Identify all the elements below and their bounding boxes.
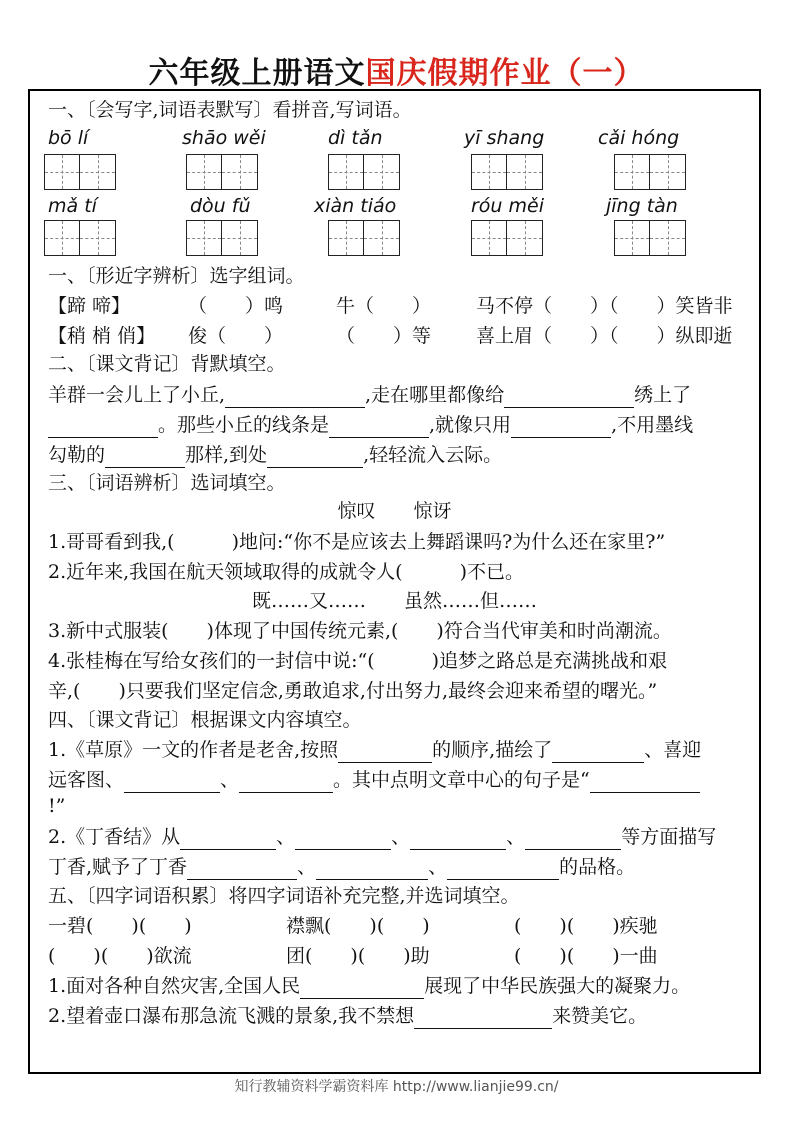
pinyin-roumei: róu měi xyxy=(471,195,544,217)
question-5-1a: 1.《草原》一文的作者是老舍,按照 的顺序,描绘了 、喜迎 xyxy=(48,739,702,761)
question-6-2: 2.望着壶口瀑布那急流飞溅的景象,我不禁想 来赞美它。 xyxy=(48,1005,648,1027)
blank[interactable] xyxy=(590,772,700,793)
question-5-2b: 丁香,赋予了丁香 、 、 的品格。 xyxy=(48,856,636,878)
idiom-yiqu[interactable]: ( )( )一曲 xyxy=(514,945,658,967)
idiom-yuliu[interactable]: ( )( )欲流 xyxy=(48,945,192,967)
blank[interactable] xyxy=(414,1008,552,1029)
word-choices-1: 惊叹 惊讶 xyxy=(337,500,452,522)
worksheet-frame xyxy=(28,89,761,1074)
fill-jun[interactable]: 俊（ ） xyxy=(188,325,284,347)
blank[interactable] xyxy=(410,829,506,850)
blank[interactable] xyxy=(525,829,621,850)
blank[interactable] xyxy=(511,417,611,438)
blank[interactable] xyxy=(180,829,276,850)
section-2-heading: 一、〔形近字辨析〕选字组词。 xyxy=(48,265,305,287)
blank[interactable] xyxy=(225,387,365,408)
section-3-heading: 二、〔课文背记〕背默填空。 xyxy=(48,353,286,375)
blank[interactable] xyxy=(124,772,220,793)
writing-box-boli[interactable] xyxy=(44,154,116,190)
writing-box-yishang[interactable] xyxy=(471,154,543,190)
pinyin-yishang: yī shang xyxy=(464,127,545,149)
question-6-1: 1.面对各种自然灾害,全国人民 展现了中华民族强大的凝聚力。 xyxy=(48,975,691,997)
footer-watermark: 知行教辅资料学霸资料库 http://www.lianjie99.cn/ xyxy=(234,1079,559,1095)
word-choices-2: 既……又…… 虽然……但…… xyxy=(251,590,537,612)
question-4-3: 3.新中式服装( )体现了中国传统元素,( )符合当代审美和时尚潮流。 xyxy=(48,620,672,642)
fill-mabuting[interactable]: 马不停（ ）（ ）笑皆非 xyxy=(476,295,733,317)
blank[interactable] xyxy=(338,742,432,763)
blank[interactable] xyxy=(552,742,644,763)
question-5-2a: 2.《丁香结》从 、 、 、 等方面描写 xyxy=(48,826,717,848)
section-1-heading: 一、〔会写字,词语表默写〕看拼音,写词语。 xyxy=(48,99,412,121)
char-group-shao: 【稍 梢 俏】 xyxy=(48,325,156,347)
blank[interactable] xyxy=(48,417,158,438)
idiom-jichi[interactable]: ( )( )疾驰 xyxy=(514,915,658,937)
section-4-heading: 三、〔词语辨析〕选词填空。 xyxy=(48,472,286,494)
pinyin-jingtan: jīng tàn xyxy=(606,195,678,217)
writing-box-shaowei[interactable] xyxy=(186,154,258,190)
question-4-4a: 4.张桂梅在写给女孩们的一封信中说:“( )追梦之路总是充满挑战和艰 xyxy=(48,650,668,672)
blank[interactable] xyxy=(300,978,424,999)
recite-line-2: 。那些小丘的线条是 ,就像只用 ,不用墨线 xyxy=(48,412,693,438)
writing-box-jingtan[interactable] xyxy=(614,220,686,256)
writing-box-mati[interactable] xyxy=(44,220,116,256)
blank[interactable] xyxy=(105,447,185,468)
pinyin-xiantiao: xiàn tiáo xyxy=(314,195,397,217)
writing-box-xiantiao[interactable] xyxy=(328,220,400,256)
question-4-2: 2.近年来,我国在航天领域取得的成就令人( )不已。 xyxy=(48,561,524,583)
writing-box-roumei[interactable] xyxy=(471,220,543,256)
recite-line-3: 勾勒的 那样,到处 ,轻轻流入云际。 xyxy=(48,444,503,466)
title-highlight: 国庆假期作业（一） xyxy=(365,56,645,91)
pinyin-ditan: dì tǎn xyxy=(328,127,383,149)
fill-deng[interactable]: （ ）等 xyxy=(336,325,432,347)
blank[interactable] xyxy=(239,772,333,793)
fill-xishangmei[interactable]: 喜上眉（ ）（ ）纵即逝 xyxy=(476,325,733,347)
blank[interactable] xyxy=(267,447,363,468)
writing-box-caihong[interactable] xyxy=(614,154,686,190)
idiom-jinpiao[interactable]: 襟飘( )( ) xyxy=(286,915,430,937)
fill-niu[interactable]: 牛（ ） xyxy=(336,295,432,317)
section-5-heading: 四、〔课文背记〕根据课文内容填空。 xyxy=(48,709,362,731)
pinyin-shaowei: shāo wěi xyxy=(182,127,266,149)
pinyin-doufu: dòu fǔ xyxy=(190,195,251,217)
blank[interactable] xyxy=(329,417,429,438)
writing-box-ditan[interactable] xyxy=(328,154,400,190)
question-5-1c: !” xyxy=(48,795,66,817)
section-6-heading: 五、〔四字词语积累〕将四字词语补充完整,并选词填空。 xyxy=(48,885,520,907)
blank[interactable] xyxy=(316,859,428,880)
idiom-yibi[interactable]: 一碧( )( ) xyxy=(48,915,192,937)
pinyin-mati: mǎ tí xyxy=(48,195,97,217)
question-5-1b: 远客图、 、 。其中点明文章中心的句子是“ xyxy=(48,767,700,793)
idiom-tuanzhu[interactable]: 团( )( )助 xyxy=(286,945,430,967)
blank[interactable] xyxy=(295,829,391,850)
blank[interactable] xyxy=(187,859,297,880)
title-main: 六年级上册语文 xyxy=(148,56,366,91)
fill-ming[interactable]: （ ）鸣 xyxy=(188,295,284,317)
writing-box-doufu[interactable] xyxy=(186,220,258,256)
question-4-4b: 辛,( )只要我们坚定信念,勇敢追求,付出努力,最终会迎来希望的曙光。” xyxy=(48,680,658,702)
pinyin-boli: bō lí xyxy=(48,127,89,149)
blank[interactable] xyxy=(447,859,559,880)
recite-line-1: 羊群一会儿上了小丘, ,走在哪里都像给 绣上了 xyxy=(48,384,692,406)
pinyin-caihong: cǎi hóng xyxy=(598,127,680,149)
blank[interactable] xyxy=(504,387,634,408)
question-4-1: 1.哥哥看到我,( )地问:“你不是应该去上舞蹈课吗?为什么还在家里?” xyxy=(48,531,666,553)
page-title xyxy=(0,48,793,92)
char-group-ti: 【蹄 啼】 xyxy=(48,295,131,317)
